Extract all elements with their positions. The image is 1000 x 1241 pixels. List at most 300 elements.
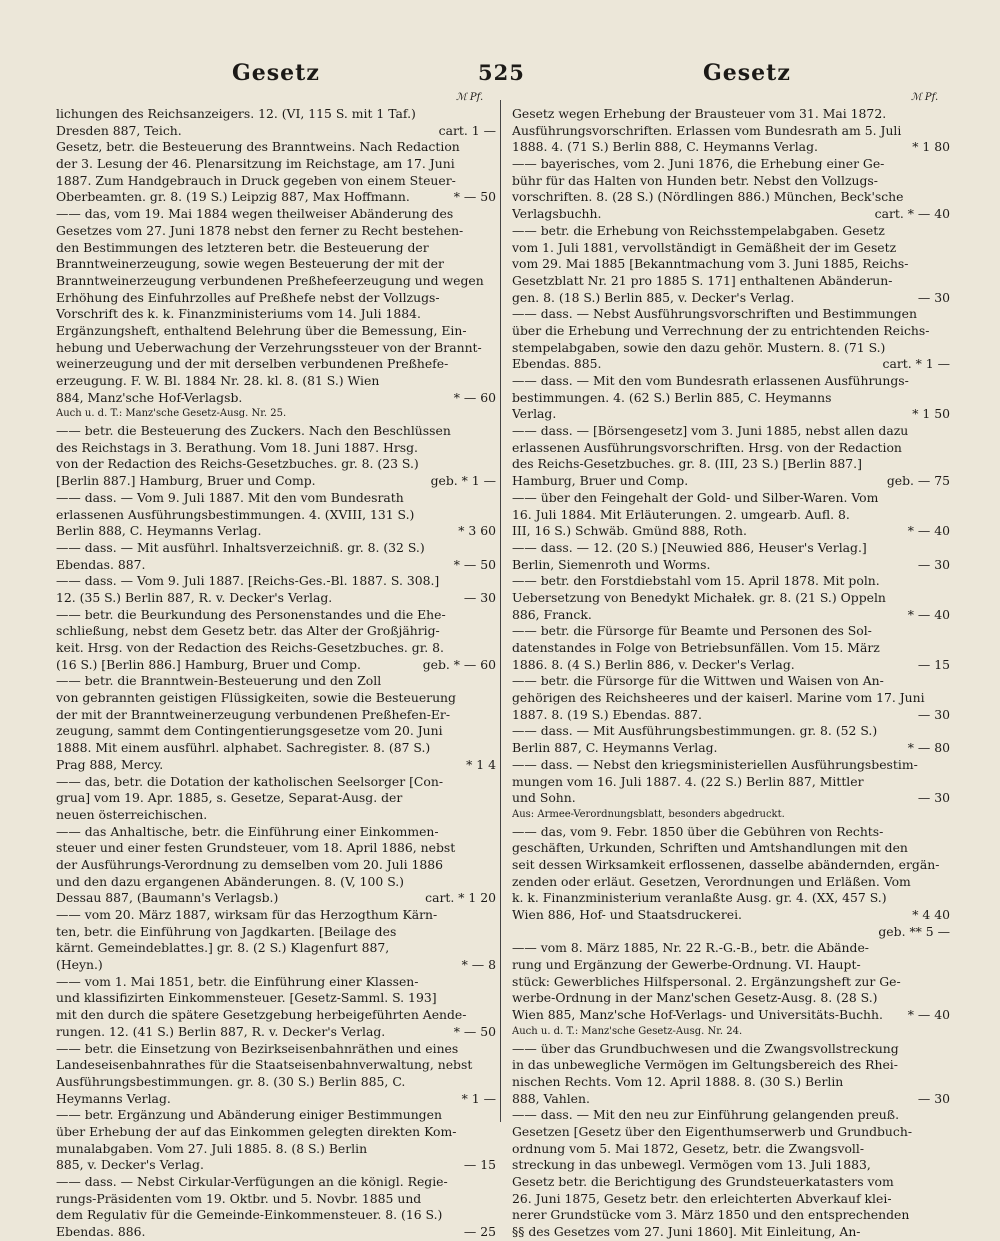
entry-text: und den dazu ergangenen Abänderungen. 8. (V, 100 S.)	[56, 873, 405, 889]
catalog-line	[512, 456, 950, 473]
entry-text: Ebendas. 887.	[56, 556, 146, 572]
entry-text: von gebrannten geistigen Flüssigkeiten, sowie die Besteuerung	[56, 690, 456, 706]
entry-price: cart. * 1 —	[882, 356, 950, 372]
entry-text: —— das, betr. die Dotation der katholischen Seelsorger [Con-	[56, 773, 444, 789]
entry-text: 888, Vahlen.	[512, 1090, 590, 1106]
entry-text: —— vom 8. März 1885, Nr. 22 R.-G.-B., betr. die Abände-	[512, 940, 869, 956]
entry-text: nischen Rechts. Vom 12. April 1888. 8. (30 S.) Berlin	[512, 1073, 844, 1089]
entry-text: ordnung vom 5. Mai 1872, Gesetz, betr. die Zwangsvoll-	[512, 1140, 865, 1156]
entry-text: —— betr. die Erhebung von Reichsstempelabgaben. Gesetz	[512, 222, 885, 238]
entry-text: 1887. 8. (19 S.) Ebendas. 887.	[512, 706, 702, 722]
catalog-line	[56, 1024, 496, 1041]
catalog-line	[512, 173, 950, 190]
entry-text: gen. 8. (18 S.) Berlin 885, v. Decker's Verlag.	[512, 289, 795, 305]
catalog-line	[512, 189, 950, 206]
entry-text: des Reichstags in 3. Berathung. Vom 18. Juni 1887. Hrsg.	[56, 439, 418, 455]
catalog-line	[56, 557, 496, 574]
catalog-line	[512, 156, 950, 173]
catalog-line	[512, 340, 950, 357]
entry-text: Wien 885, Manz'sche Hof-Verlags- und Universitäts-Buchh.	[512, 1007, 883, 1023]
entry-text: Oberbeamten. gr. 8. (19 S.) Leipzig 887, Max Hoffmann.	[56, 189, 410, 205]
catalog-line	[56, 1057, 496, 1074]
catalog-line	[56, 1141, 496, 1158]
entry-text: über Erhebung der auf das Einkommen gelegten direkten Kom-	[56, 1123, 457, 1139]
catalog-line	[56, 790, 496, 807]
catalog-line	[56, 340, 496, 357]
entry-text: —— das, vom 9. Febr. 1850 über die Gebühren von Rechts-	[512, 823, 884, 839]
entry-text: neuen österreichischen.	[56, 806, 208, 822]
entry-text: Gesetzes vom 27. Juni 1878 nebst den ferner zu Recht bestehen-	[56, 222, 464, 238]
catalog-line	[56, 740, 496, 757]
entry-text: Auch u. d. T.: Manz'sche Gesetz-Ausg. Nr. 25.	[56, 408, 287, 420]
entry-price: * — 40	[907, 1007, 950, 1023]
entry-text: datenstandes in Folge von Betriebsunfällen. Vom 15. März	[512, 640, 880, 655]
entry-text: nerer Grundstücke vom 3. März 1850 und den entsprechenden	[512, 1207, 910, 1223]
entry-text: erlassenen Ausführungsbestimmungen. 4. (XVIII, 131 S.)	[56, 506, 415, 522]
entry-text: —— dass. — [Börsengesetz] vom 3. Juni 1885, nebst allen dazu	[512, 423, 909, 439]
entry-text: —— betr. die Fürsorge für die Wittwen und Waisen von An-	[512, 673, 884, 689]
catalog-line	[512, 673, 950, 690]
catalog-line	[512, 1224, 950, 1241]
entry-text: Dessau 887, (Baumann's Verlagsb.)	[56, 890, 279, 906]
entry-text: (Heyn.)	[56, 957, 103, 973]
entry-text: mungen vom 16. Juli 1887. 4. (22 S.) Berlin 887, Mittler	[512, 773, 864, 789]
entry-text: Prag 888, Mercy.	[56, 756, 164, 772]
catalog-line	[56, 1207, 496, 1224]
entry-text: Berlin 888, C. Heymanns Verlag.	[56, 523, 262, 539]
catalog-line	[512, 540, 950, 557]
catalog-line	[512, 723, 950, 740]
entry-text: Heymanns Verlag.	[56, 1090, 171, 1106]
entry-text: —— vom 20. März 1887, wirksam für das Herzogthum Kärn-	[56, 907, 438, 922]
catalog-line	[56, 1091, 496, 1108]
entry-text: —— dass. — Mit ausführl. Inhaltsverzeichniß. gr. 8. (32 S.)	[56, 539, 425, 555]
catalog-line	[56, 473, 496, 490]
catalog-line	[512, 273, 950, 290]
entry-price: * — 50	[453, 556, 496, 572]
catalog-line	[512, 957, 950, 974]
entry-text: [Berlin 887.] Hamburg, Bruer und Comp.	[56, 473, 316, 489]
entry-text: Uebersetzung von Benedykt Michałek. gr. 8. (21 S.) Oppeln	[512, 589, 886, 605]
entry-price: — 25	[463, 1224, 496, 1240]
catalog-line	[512, 406, 950, 423]
entry-text: Ausführungsbestimmungen. gr. 8. (30 S.) Berlin 885, C.	[56, 1073, 406, 1089]
catalog-line	[512, 940, 950, 957]
entry-text: Verlag.	[512, 406, 557, 422]
entry-text: 1887. Zum Handgebrauch in Druck gegeben von einem Steuer-	[56, 172, 456, 188]
catalog-line	[512, 390, 950, 407]
entry-price: * — 50	[453, 1023, 496, 1039]
entry-text: 1888. 4. (71 S.) Berlin 888, C. Heymanns Verlag.	[512, 139, 818, 155]
entry-text: mit den durch die spätere Gesetzgebung herbeigeführten Aende-	[56, 1007, 467, 1023]
catalog-line	[512, 1107, 950, 1124]
entry-price: geb. — 75	[886, 473, 950, 489]
entry-text: Branntweinerzeugung verbundenen Preßhefeerzeugung und wegen	[56, 272, 484, 288]
entry-price: * 4 40	[912, 907, 950, 922]
catalog-line	[56, 857, 496, 874]
entry-text: kärnt. Gemeindeblattes.] gr. 8. (2 S.) Klagenfurt 887,	[56, 940, 390, 956]
entry-price: — 30	[917, 706, 950, 722]
catalog-line	[512, 1174, 950, 1191]
catalog-line	[56, 623, 496, 640]
catalog-line	[512, 907, 950, 924]
column-divider	[500, 100, 501, 1122]
catalog-line	[56, 273, 496, 290]
catalog-line	[56, 1224, 496, 1241]
catalog-line	[512, 824, 950, 841]
entry-text: steuer und einer festen Grundsteuer, vom 18. April 1886, nebst	[56, 840, 456, 856]
entry-price: * — 40	[907, 523, 950, 539]
entry-text: 884, Manz'sche Hof-Verlagsb.	[56, 389, 243, 405]
entry-text: grua] vom 19. Apr. 1885, s. Gesetze, Separat-Ausg. der	[56, 790, 403, 806]
catalog-line	[56, 507, 496, 524]
entry-price: * 1 4	[466, 756, 496, 772]
catalog-line	[56, 189, 496, 206]
catalog-line	[56, 824, 496, 841]
entry-text: keit. Hrsg. von der Redaction des Reichs-Gesetzbuches. gr. 8.	[56, 640, 444, 655]
entry-text: —— das, vom 19. Mai 1884 wegen theilweiser Abänderung des	[56, 206, 454, 222]
entry-price: * 1 —	[461, 1090, 496, 1106]
catalog-line	[56, 440, 496, 457]
catalog-line	[512, 790, 950, 807]
catalog-line	[512, 1141, 950, 1158]
entry-text: dem Regulativ für die Gemeinde-Einkommensteuer. 8. (16 S.)	[56, 1207, 443, 1223]
catalog-line	[512, 1124, 950, 1141]
catalog-line	[512, 523, 950, 540]
catalog-line	[512, 1191, 950, 1208]
entry-text: der 3. Lesung der 46. Plenarsitzung im Reichstage, am 17. Juni	[56, 156, 455, 172]
catalog-line	[56, 723, 496, 740]
entry-text: III, 16 S.) Schwäb. Gmünd 888, Roth.	[512, 523, 747, 539]
catalog-line	[56, 356, 496, 373]
catalog-line	[56, 206, 496, 223]
catalog-line	[512, 139, 950, 156]
entry-text: des Reichs-Gesetzbuches. gr. 8. (III, 23 S.) [Berlin 887.]	[512, 456, 862, 472]
catalog-line	[56, 573, 496, 590]
entry-text: —— betr. Ergänzung und Abänderung einiger Bestimmungen	[56, 1107, 442, 1123]
catalog-line	[512, 590, 950, 607]
catalog-line	[56, 590, 496, 607]
catalog-line	[56, 490, 496, 507]
catalog-line	[512, 256, 950, 273]
catalog-line	[56, 256, 496, 273]
catalog-line	[56, 523, 496, 540]
entry-text: rungs-Präsidenten vom 19. Oktbr. und 5. Novbr. 1885 und	[56, 1190, 422, 1206]
entry-text: vom 1. Juli 1881, vervollständigt in Gemäßheit der im Gesetz	[512, 239, 897, 255]
entry-text: Ebendas. 885.	[512, 356, 602, 372]
entry-price: geb. * 1 —	[430, 473, 496, 489]
entry-text: —— betr. den Forstdiebstahl vom 15. April 1878. Mit poln.	[512, 573, 880, 589]
catalog-line	[56, 673, 496, 690]
catalog-line	[56, 423, 496, 440]
entry-text: Erhöhung des Einfuhrzolles auf Preßhefe nebst der Vollzugs-	[56, 289, 440, 305]
entry-price: cart. * — 40	[874, 206, 950, 222]
catalog-line	[512, 240, 950, 257]
entry-price: * — 50	[453, 189, 496, 205]
catalog-line	[512, 123, 950, 140]
catalog-line	[512, 223, 950, 240]
catalog-line	[56, 156, 496, 173]
catalog-line	[56, 1107, 496, 1124]
catalog-line	[56, 123, 496, 140]
catalog-line	[56, 106, 496, 123]
entry-text: —— dass. — Vom 9. Juli 1887. Mit den vom Bundesrath	[56, 489, 404, 505]
entry-text: bestimmungen. 4. (62 S.) Berlin 885, C. Heymanns	[512, 389, 832, 405]
entry-text: und klassifizirten Einkommensteuer. [Gesetz-Samml. S. 193]	[56, 990, 437, 1006]
entry-text: k. k. Finanzministerium veranlaßte Ausg. gr. 4. (XX, 457 S.)	[512, 890, 887, 906]
entry-text: 12. (35 S.) Berlin 887, R. v. Decker's Verlag.	[56, 589, 333, 605]
entry-price: cart. * 1 20	[425, 890, 496, 906]
entry-price: — 30	[917, 556, 950, 572]
catalog-line	[56, 640, 496, 657]
entry-text: —— betr. die Besteuerung des Zuckers. Nach den Beschlüssen	[56, 423, 451, 439]
catalog-line	[512, 1157, 950, 1174]
entry-text: Berlin 887, C. Heymanns Verlag.	[512, 740, 718, 756]
catalog-line	[512, 1074, 950, 1091]
catalog-line	[56, 390, 496, 407]
entry-text: —— über den Feingehalt der Gold- und Silber-Waren. Vom	[512, 489, 879, 505]
entry-text: (16 S.) [Berlin 886.] Hamburg, Bruer und Comp.	[56, 656, 361, 672]
catalog-line	[56, 1074, 496, 1091]
catalog-line	[512, 106, 950, 123]
catalog-line	[512, 1024, 950, 1041]
entry-price: — 15	[917, 656, 950, 672]
catalog-line	[56, 990, 496, 1007]
entry-text: Ergänzungsheft, enthaltend Belehrung über die Bemessung, Ein-	[56, 322, 467, 338]
entry-text: in das unbewegliche Vermögen im Geltungsbereich des Rhei-	[512, 1057, 898, 1073]
entry-text: Gesetzblatt Nr. 21 pro 1885 S. 171] enthaltenen Abänderun-	[512, 272, 893, 288]
entry-text: vom 29. Mai 1885 [Bekanntmachung vom 3. Juni 1885, Reichs-	[512, 256, 909, 272]
catalog-line	[512, 690, 950, 707]
entry-text: Ausführungsvorschriften. Erlassen vom Bundesrath am 5. Juli	[512, 122, 902, 138]
entry-text: 16. Juli 1884. Mit Erläuterungen. 2. umgearb. Aufl. 8.	[512, 506, 850, 522]
entry-text: vorschriften. 8. (28 S.) (Nördlingen 886.) München, Beck'sche	[512, 189, 904, 205]
entry-text: streckung in das unbewegl. Vermögen vom 13. Juli 1883,	[512, 1157, 871, 1173]
entry-text: —— das Anhaltische, betr. die Einführung einer Einkommen-	[56, 823, 439, 839]
entry-text: Aus: Armee-Verordnungsblatt, besonders abgedruckt.	[512, 808, 785, 820]
entry-text: munalabgaben. Vom 27. Juli 1885. 8. (8 S.) Berlin	[56, 1140, 368, 1156]
catalog-line	[512, 490, 950, 507]
catalog-line	[56, 774, 496, 791]
catalog-line	[512, 356, 950, 373]
catalog-line	[56, 924, 496, 941]
catalog-line	[56, 940, 496, 957]
entry-price: * — 40	[907, 606, 950, 622]
entry-text: erlassenen Ausführungsvorschriften. Hrsg. von der Redaction	[512, 439, 902, 455]
entry-text: den Bestimmungen des letzteren betr. die Besteuerung der	[56, 239, 429, 255]
entry-text: —— vom 1. Mai 1851, betr. die Einführung einer Klassen-	[56, 973, 419, 989]
currency-heading-left: ℳ Pf.	[456, 92, 484, 103]
currency-heading-right: ℳ Pf.	[911, 92, 939, 103]
catalog-line	[56, 1174, 496, 1191]
catalog-line	[512, 874, 950, 891]
catalog-line	[512, 607, 950, 624]
catalog-line	[512, 1091, 950, 1108]
entry-text: Wien 886, Hof- und Staatsdruckerei.	[512, 907, 742, 922]
entry-text: Verlagsbuchh.	[512, 206, 602, 222]
left-column	[56, 106, 496, 1241]
entry-text: Branntweinerzeugung, sowie wegen Besteuerung der mit der	[56, 256, 444, 272]
catalog-line	[512, 323, 950, 340]
catalog-line	[56, 290, 496, 307]
catalog-line	[512, 1007, 950, 1024]
entry-text: —— dass. — Mit den neu zur Einführung gelangenden preuß.	[512, 1107, 900, 1123]
catalog-line	[512, 990, 950, 1007]
catalog-line	[56, 1191, 496, 1208]
entry-text: lichungen des Reichsanzeigers. 12. (VI, 115 S. mit 1 Taf.)	[56, 106, 416, 121]
entry-price: — 15	[463, 1157, 496, 1173]
entry-text: erzeugung. F. W. Bl. 1884 Nr. 28. kl. 8. (81 S.) Wien	[56, 373, 380, 388]
catalog-line	[512, 707, 950, 724]
entry-text: Gesetz betr. die Berichtigung des Grundsteuerkatasters vom	[512, 1174, 894, 1189]
catalog-line	[56, 1007, 496, 1024]
entry-text: schließung, nebst dem Gesetz betr. das Alter der Großjährig-	[56, 623, 440, 639]
catalog-line	[512, 757, 950, 774]
entry-text: werbe-Ordnung in der Manz'schen Gesetz-Ausg. 8. (28 S.)	[512, 990, 878, 1006]
entry-price: geb. ** 5 —	[878, 923, 950, 939]
entry-price: — 30	[463, 589, 496, 605]
catalog-line	[56, 373, 496, 390]
catalog-line	[56, 757, 496, 774]
catalog-line	[512, 1207, 950, 1224]
entry-text: zeugung, sammt dem Contingentierungsgesetze vom 20. Juni	[56, 723, 443, 739]
catalog-line	[56, 173, 496, 190]
entry-text: Gesetz, betr. die Besteuerung des Branntweins. Nach Redaction	[56, 139, 460, 155]
entry-text: —— dass. — Nebst Cirkular-Verfügungen an die königl. Regie-	[56, 1174, 448, 1189]
catalog-line	[512, 974, 950, 991]
catalog-line	[512, 473, 950, 490]
entry-price: * — 80	[907, 740, 950, 756]
entry-text: Gesetzen [Gesetz über den Eigenthumserwerb und Grundbuch-	[512, 1123, 913, 1139]
catalog-line	[56, 890, 496, 907]
entry-text: über die Erhebung und Verrechnung der zu entrichtenden Reichs-	[512, 322, 930, 338]
catalog-line	[56, 707, 496, 724]
entry-text: Gesetz wegen Erhebung der Brausteuer vom 31. Mai 1872.	[512, 106, 887, 121]
catalog-line	[56, 607, 496, 624]
entry-text: —— dass. — Nebst den kriegsministeriellen Ausführungsbestim-	[512, 756, 918, 772]
entry-text: bühr für das Halten von Hunden betr. Nebst den Vollzugs-	[512, 172, 878, 188]
catalog-line	[56, 540, 496, 557]
entry-text: rungen. 12. (41 S.) Berlin 887, R. v. Decker's Verlag.	[56, 1023, 386, 1039]
entry-text: zenden oder erläut. Gesetzen, Verordnungen und Erläßen. Vom	[512, 873, 911, 889]
entry-text: —— betr. die Branntwein-Besteuerung und den Zoll	[56, 673, 382, 689]
catalog-line	[56, 306, 496, 323]
catalog-line	[56, 456, 496, 473]
catalog-line	[56, 1041, 496, 1058]
catalog-line	[512, 507, 950, 524]
entry-text: von der Redaction des Reichs-Gesetzbuches. gr. 8. (23 S.)	[56, 456, 419, 472]
right-column	[512, 106, 950, 1241]
entry-text: §§ des Gesetzes vom 27. Juni 1860]. Mit Einleitung, An-	[512, 1224, 861, 1240]
catalog-line	[512, 206, 950, 223]
entry-text: Ebendas. 886.	[56, 1224, 146, 1240]
catalog-line	[512, 373, 950, 390]
catalog-line	[512, 290, 950, 307]
entry-text: 886, Franck.	[512, 606, 592, 622]
entry-price: * — 60	[453, 389, 496, 405]
entry-text: —— betr. die Beurkundung des Personenstandes und die Ehe-	[56, 606, 446, 622]
entry-text: —— über das Grundbuchwesen und die Zwangsvollstreckung	[512, 1040, 899, 1056]
catalog-line	[512, 573, 950, 590]
running-head-right: Gesetz	[703, 60, 791, 86]
entry-text: Berlin, Siemenroth und Worms.	[512, 556, 711, 572]
entry-text: —— dass. — Mit den vom Bundesrath erlassenen Ausführungs-	[512, 373, 909, 388]
catalog-line	[512, 1057, 950, 1074]
entry-price: * 1 80	[912, 139, 950, 155]
entry-price: * 1 50	[912, 406, 950, 422]
catalog-line	[56, 957, 496, 974]
catalog-line	[56, 907, 496, 924]
entry-text: Dresden 887, Teich.	[56, 122, 182, 138]
catalog-line	[512, 774, 950, 791]
catalog-line	[512, 557, 950, 574]
catalog-line	[56, 406, 496, 423]
catalog-line	[512, 623, 950, 640]
catalog-line	[512, 440, 950, 457]
entry-text: —— dass. — 12. (20 S.) [Neuwied 886, Heuser's Verlag.]	[512, 539, 867, 555]
entry-text: 1886. 8. (4 S.) Berlin 886, v. Decker's Verlag.	[512, 656, 795, 672]
entry-price: — 30	[917, 289, 950, 305]
entry-price: * 3 60	[458, 523, 496, 539]
entry-text: Landeseisenbahnrathes für die Staatseisenbahnverwaltung, nebst	[56, 1057, 473, 1073]
entry-text: stempelabgaben, sowie den dazu gehör. Mustern. 8. (71 S.)	[512, 339, 886, 355]
entry-text: 26. Juni 1875, Gesetz betr. den erleichterten Abverkauf klei-	[512, 1190, 892, 1206]
entry-text: —— betr. die Fürsorge für Beamte und Personen des Sol-	[512, 623, 872, 639]
entry-text: 885, v. Decker's Verlag.	[56, 1157, 204, 1173]
catalog-line	[512, 857, 950, 874]
catalog-line	[512, 740, 950, 757]
catalog-line	[56, 223, 496, 240]
catalog-line	[512, 1041, 950, 1058]
catalog-line	[512, 423, 950, 440]
entry-price: geb. * — 60	[422, 656, 496, 672]
running-head-left: Gesetz	[232, 60, 320, 86]
entry-text: der Ausführungs-Verordnung zu demselben vom 20. Juli 1886	[56, 856, 444, 872]
entry-text: —— bayerisches, vom 2. Juni 1876, die Erhebung einer Ge-	[512, 156, 885, 172]
entry-text: —— dass. — Nebst Ausführungsvorschriften und Bestimmungen	[512, 306, 917, 322]
entry-text: —— betr. die Einsetzung von Bezirkseisenbahnräthen und eines	[56, 1040, 459, 1056]
entry-text: hebung und Ueberwachung der Verzehrungssteuer von der Brannt-	[56, 339, 482, 355]
catalog-line	[512, 924, 950, 941]
entry-text: —— dass. — Vom 9. Juli 1887. [Reichs-Ges.-Bl. 1887. S. 308.]	[56, 573, 440, 589]
catalog-line	[56, 840, 496, 857]
catalog-line	[56, 1124, 496, 1141]
entry-price: cart. 1 —	[438, 122, 496, 138]
entry-text: Hamburg, Bruer und Comp.	[512, 473, 689, 489]
entry-text: stück: Gewerbliches Hilfspersonal. 2. Ergänzungsheft zur Ge-	[512, 973, 901, 989]
catalog-line	[512, 640, 950, 657]
entry-text: ten, betr. die Einführung von Jagdkarten. [Beilage des	[56, 923, 397, 939]
entry-text: geschäften, Urkunden, Schriften und Amtshandlungen mit den	[512, 840, 908, 856]
entry-text: und Sohn.	[512, 790, 576, 806]
catalog-line	[512, 890, 950, 907]
catalog-line	[56, 323, 496, 340]
catalog-line	[512, 807, 950, 824]
catalog-line	[56, 139, 496, 156]
entry-price: — 30	[917, 1090, 950, 1106]
entry-text: rung und Ergänzung der Gewerbe-Ordnung. VI. Haupt-	[512, 957, 861, 973]
catalog-line	[56, 807, 496, 824]
entry-text: 1888. Mit einem ausführl. alphabet. Sachregister. 8. (87 S.)	[56, 740, 431, 756]
catalog-line	[56, 690, 496, 707]
catalog-line	[512, 840, 950, 857]
catalog-line	[56, 974, 496, 991]
entry-text: —— dass. — Mit Ausführungsbestimmungen. gr. 8. (52 S.)	[512, 723, 878, 739]
entry-text: Vorschrift des k. k. Finanzministeriums vom 14. Juli 1884.	[56, 306, 421, 322]
entry-text: Auch u. d. T.: Manz'sche Gesetz-Ausg. Nr. 24.	[512, 1025, 743, 1037]
entry-text: der mit der Branntweinerzeugung verbundenen Preßhefen-Er-	[56, 706, 451, 722]
entry-price: * — 8	[461, 957, 496, 973]
